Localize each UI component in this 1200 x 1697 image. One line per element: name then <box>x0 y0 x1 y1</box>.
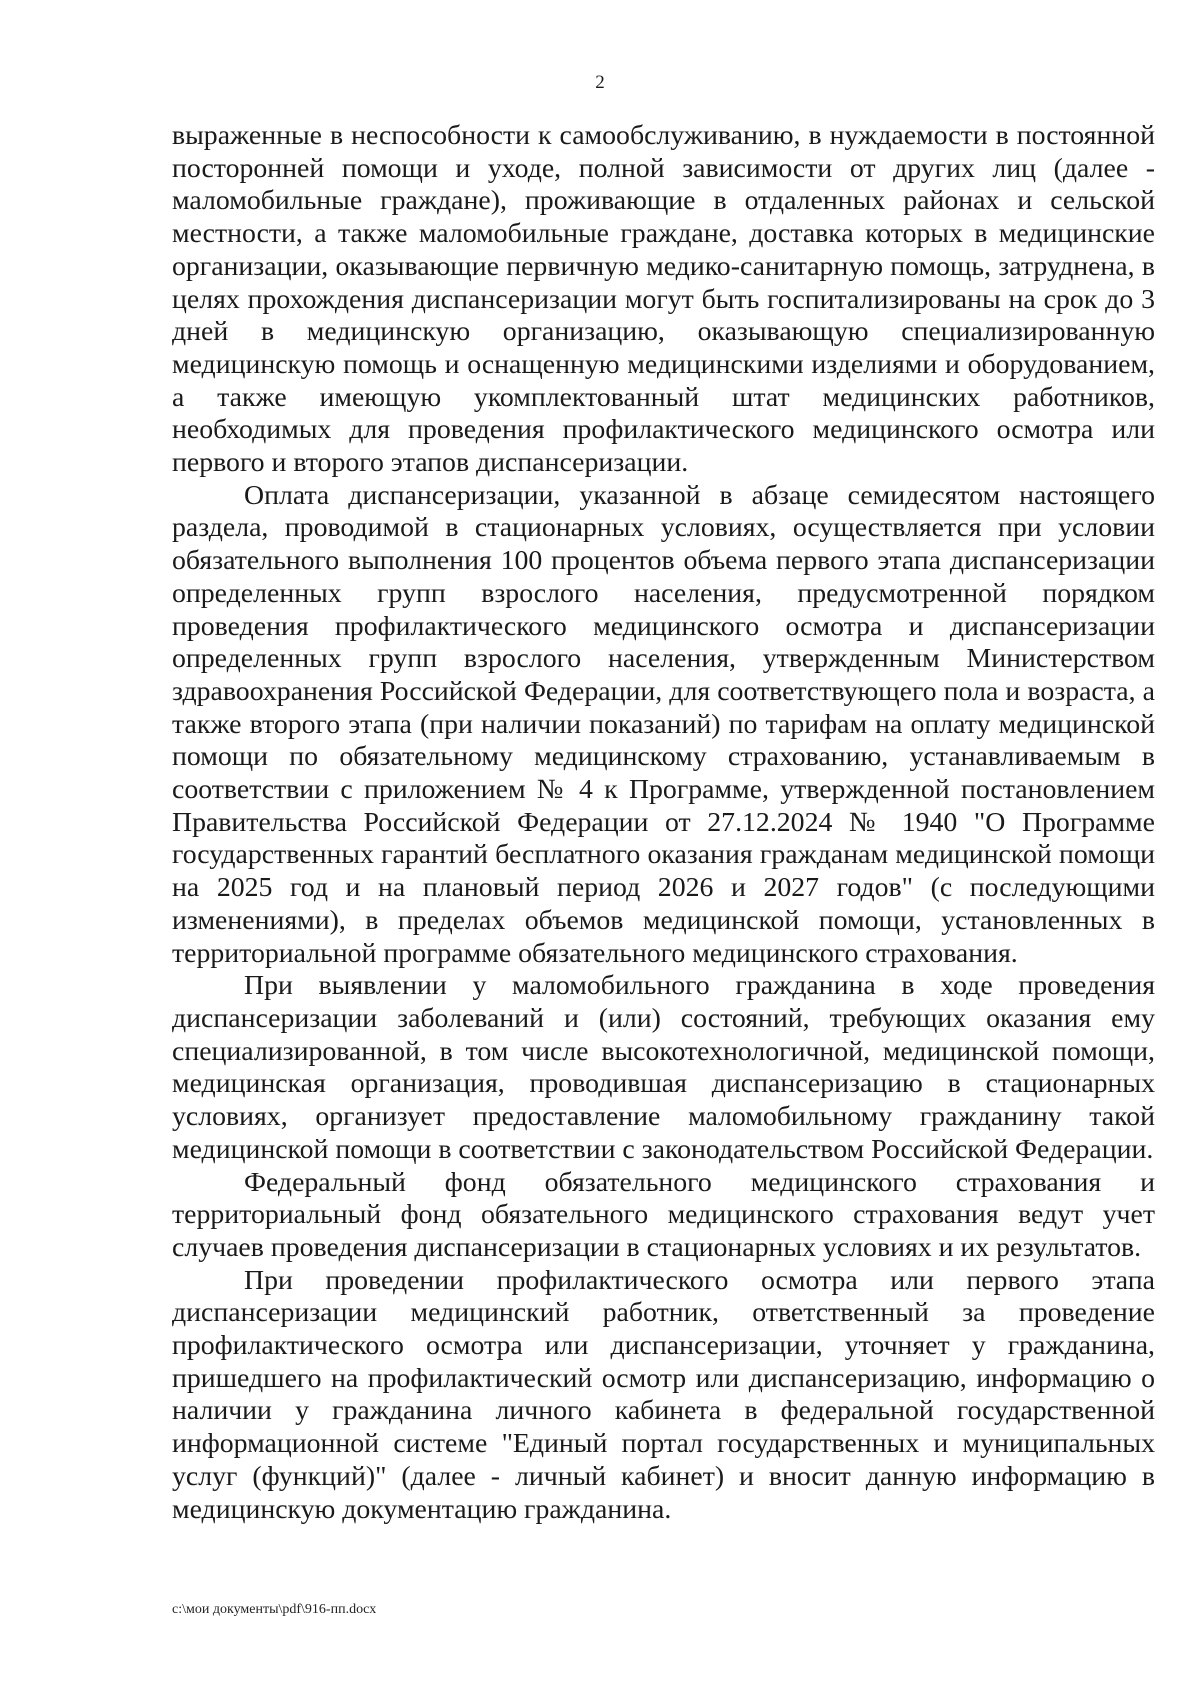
paragraph-1: выраженные в неспособности к самообслуживанию, в нуждаемости в постоянной посторонней помощи и уходе, полной зависимости от других лиц (далее - маломобильные граждане), проживающие в отдаленных районах и сельской местности, а также маломобильные граждане, доставка которых в медицинские организации, оказывающие первичную медико-санитарную помощь, затруднена, в целях прохождения диспансеризации могут быть госпитализированы на срок до 3 дней в медицинскую организацию, оказывающую специализированную медицинскую помощь и оснащенную медицинскими изделиями и оборудованием, а также имеющую укомплектованный штат медицинских работников, необходимых для проведения профилактического медицинского осмотра или первого и второго этапов диспансеризации. <box>172 120 1155 479</box>
paragraph-5: При проведении профилактического осмотра или первого этапа диспансеризации медицинский работник, ответственный за проведение профилактического осмотра или диспансеризации, уточняет у гражданина, пришедшего на профилактический осмотр или диспансеризацию, информацию о наличии у гражданина личного кабинета в федеральной государственной информационной системе "Единый портал государственных и муниципальных услуг (функций)" (далее - личный кабинет) и вносит данную информацию в медицинскую документацию гражданина. <box>172 1264 1155 1525</box>
paragraph-2: Оплата диспансеризации, указанной в абзаце семидесятом настоящего раздела, проводимой в стационарных условиях, осуществляется при условии обязательного выполнения 100 процентов объема первого этапа диспансеризации определенных групп взрослого населения, предусмотренной порядком проведения профилактического медицинского осмотра и диспансеризации определенных групп взрослого населения, утвержденным Министерством здравоохранения Российской Федерации, для соответствующего пола и возраста, а также второго этапа (при наличии показаний) по тарифам на оплату медицинской помощи по обязательному медицинскому страхованию, устанавливаемым в соответствии с приложением № 4 к Программе, утвержденной постановлением Правительства Российской Федерации от 27.12.2024 № 1940 "О Программе государственных гарантий бесплатного оказания гражданам медицинской помощи на 2025 год и на плановый период 2026 и 2027 годов" (с последующими изменениями), в пределах объемов медицинской помощи, установленных в территориальной программе обязательного медицинского страхования. <box>172 479 1155 969</box>
paragraph-3: При выявлении у маломобильного гражданина в ходе проведения диспансеризации заболеваний и (или) состояний, требующих оказания ему специализированной, в том числе высокотехнологичной, медицинской помощи, медицинская организация, проводившая диспансеризацию в стационарных условиях, организует предоставление маломобильному гражданину такой медицинской помощи в соответствии с законодательством Российской Федерации. <box>172 970 1155 1165</box>
footer-file-path: c:\мои документы\pdf\916-пп.docx <box>172 1602 377 1617</box>
paragraph-4: Федеральный фонд обязательного медицинского страхования и территориальный фонд обязательного медицинского страхования ведут учет случаев проведения диспансеризации в стационарных условиях и их результатов. <box>172 1166 1155 1263</box>
page-number: 2 <box>595 72 605 93</box>
document-body <box>172 120 1155 1526</box>
